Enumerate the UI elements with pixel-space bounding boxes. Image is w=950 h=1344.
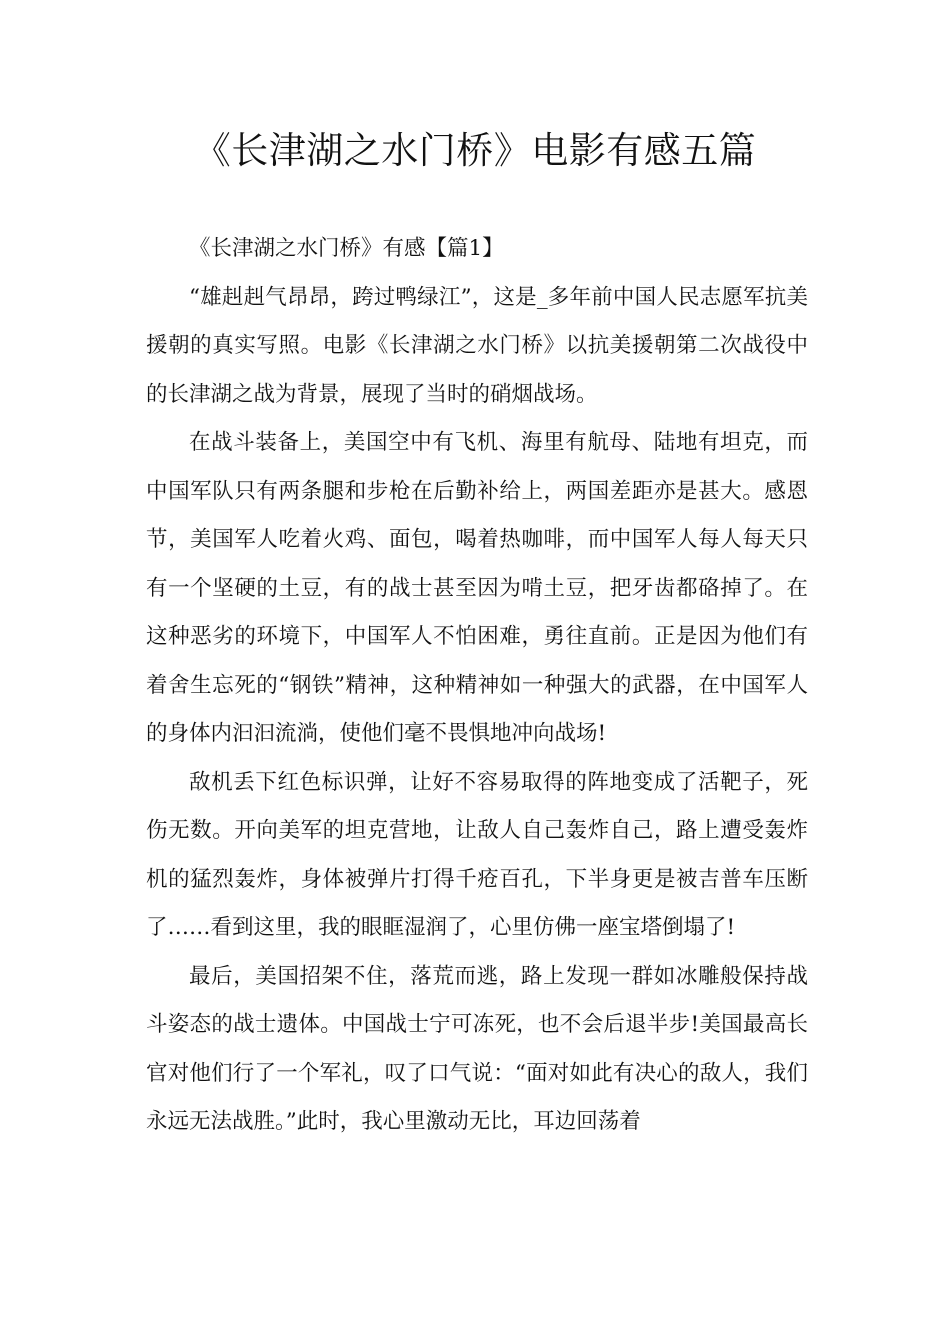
document-body	[146, 225, 808, 1147]
paragraph-1: “雄赳赳气昂昂，跨过鸭绿江”，这是_多年前中国人民志愿军抗美援朝的真实写照。电影《长津湖之水门桥》以抗美援朝第二次战役中的长津湖之战为背景，展现了当时的硝烟战场。	[146, 284, 808, 407]
paragraph-4: 最后，美国招架不住，落荒而逃，路上发现一群如冰雕般保持战斗姿态的战士遗体。中国战士宁可冻死，也不会后退半步!美国最高长官对他们行了一个军礼，叹了口气说：“面对如此有决心的敌人，我们永远无法战胜。”此时，我心里激动无比，耳边回荡着	[146, 963, 808, 1134]
paragraph-2: 在战斗装备上，美国空中有飞机、海里有航母、陆地有坦克，而中国军队只有两条腿和步枪在后勤补给上，两国差距亦是甚大。感恩节，美国军人吃着火鸡、面包，喝着热咖啡，而中国军人每人每天只有一个坚硬的土豆，有的战士甚至因为啃土豆，把牙齿都硌掉了。在这种恶劣的环境下，中国军人不怕困难，勇往直前。正是因为他们有着舍生忘死的“钢铁”精神，这种精神如一种强大的武器，在中国军人的身体内汩汩流淌，使他们毫不畏惧地冲向战场!	[146, 430, 808, 746]
page-title: 《长津湖之水门桥》电影有感五篇	[193, 129, 757, 172]
paragraph-3: 敌机丢下红色标识弹，让好不容易取得的阵地变成了活靶子，死伤无数。开向美军的坦克营地，让敌人自己轰炸自己，路上遭受轰炸机的猛烈轰炸，身体被弹片打得千疮百孔，下半身更是被吉普车压断了……看到这里，我的眼眶湿润了，心里仿佛一座宝塔倒塌了!	[146, 769, 808, 940]
section-heading: 《长津湖之水门桥》有感【篇1】	[189, 236, 504, 261]
